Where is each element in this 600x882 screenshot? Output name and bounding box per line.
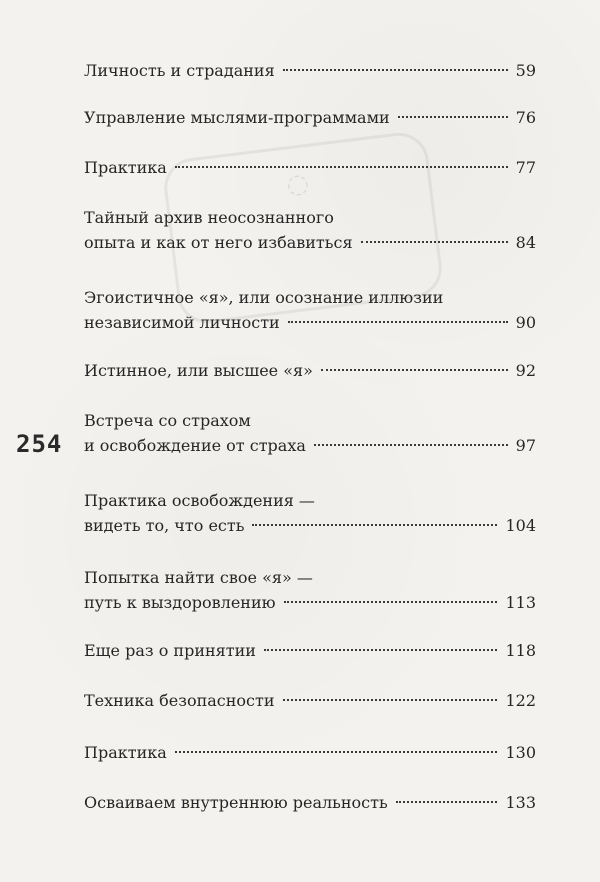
toc-page-number: 130 bbox=[505, 743, 536, 762]
toc-entry bbox=[84, 740, 536, 765]
toc-page-number: 90 bbox=[515, 313, 536, 332]
dot-leader bbox=[361, 241, 508, 243]
toc-entry bbox=[84, 205, 536, 255]
toc-entry-title: Управление мыслями-программами bbox=[84, 108, 390, 127]
toc-entry-line bbox=[84, 230, 536, 255]
toc-entry-title: Истинное, или высшее «я» bbox=[84, 361, 313, 380]
toc-entry-line: Тайный архив неосознанного bbox=[84, 208, 334, 227]
toc-entry-line bbox=[84, 310, 536, 335]
dot-leader bbox=[314, 444, 508, 446]
toc-entry bbox=[84, 285, 536, 335]
toc-entry-title: Практика bbox=[84, 743, 167, 762]
dot-leader bbox=[284, 601, 498, 603]
toc-entry-title: Техника безопасности bbox=[84, 691, 275, 710]
toc-entry-line: Практика освобождения — bbox=[84, 491, 315, 510]
toc-entry-line bbox=[84, 433, 536, 458]
toc-entry-line bbox=[84, 155, 536, 180]
toc-entry-line bbox=[84, 638, 536, 663]
dot-leader bbox=[398, 116, 508, 118]
toc-entry-line bbox=[84, 105, 536, 130]
toc-entry-line: Встреча со страхом bbox=[84, 411, 251, 430]
toc-page-number: 122 bbox=[505, 691, 536, 710]
toc-entry-line: Попытка найти свое «я» — bbox=[84, 568, 313, 587]
toc-entry-line bbox=[84, 58, 536, 83]
toc-page-number: 77 bbox=[515, 158, 536, 177]
toc-entry-line bbox=[84, 358, 536, 383]
toc-entry-title: Еще раз о принятии bbox=[84, 641, 256, 660]
toc-entry bbox=[84, 155, 536, 180]
toc-entry-title: видеть то, что есть bbox=[84, 516, 245, 535]
toc-entry bbox=[84, 688, 536, 713]
toc-page-number: 133 bbox=[505, 793, 536, 812]
dot-leader bbox=[252, 524, 497, 526]
toc-page-number: 97 bbox=[515, 436, 536, 455]
toc-page-number: 118 bbox=[505, 641, 536, 660]
toc-entry bbox=[84, 408, 536, 458]
dot-leader bbox=[264, 649, 498, 651]
toc-page-number: 76 bbox=[515, 108, 536, 127]
page-number: 254 bbox=[16, 430, 63, 458]
toc-entry-line bbox=[84, 590, 536, 615]
toc-entry-title: Осваиваем внутреннюю реальность bbox=[84, 793, 388, 812]
toc-entry bbox=[84, 638, 536, 663]
toc-page-number: 59 bbox=[515, 61, 536, 80]
toc-entry-line bbox=[84, 513, 536, 538]
toc-entry-title: и освобождение от страха bbox=[84, 436, 306, 455]
toc-entry-line bbox=[84, 688, 536, 713]
faint-show-through-logo: ◌ bbox=[161, 129, 445, 326]
toc-entry bbox=[84, 565, 536, 615]
dot-leader bbox=[175, 751, 498, 753]
toc-entry bbox=[84, 105, 536, 130]
dot-leader bbox=[283, 69, 508, 71]
toc-entry bbox=[84, 790, 536, 815]
toc-entry bbox=[84, 58, 536, 83]
dot-leader bbox=[321, 369, 508, 371]
toc-page-number: 84 bbox=[515, 233, 536, 252]
toc-entry-title: путь к выздоровлению bbox=[84, 593, 276, 612]
dot-leader bbox=[175, 166, 508, 168]
dot-leader bbox=[283, 699, 498, 701]
toc-entry bbox=[84, 488, 536, 538]
toc-entry bbox=[84, 358, 536, 383]
toc-page-number: 104 bbox=[505, 516, 536, 535]
toc-entry-line bbox=[84, 740, 536, 765]
toc-entry-title: опыта и как от него избавиться bbox=[84, 233, 353, 252]
dot-leader bbox=[288, 321, 508, 323]
toc-entry-title: Практика bbox=[84, 158, 167, 177]
toc-page-number: 92 bbox=[515, 361, 536, 380]
dot-leader bbox=[396, 801, 498, 803]
toc-entry-line bbox=[84, 790, 536, 815]
toc-entry-title: Личность и страдания bbox=[84, 61, 275, 80]
toc-entry-title: независимой личности bbox=[84, 313, 280, 332]
toc-entry-line: Эгоистичное «я», или осознание иллюзии bbox=[84, 288, 444, 307]
toc-page-number: 113 bbox=[505, 593, 536, 612]
